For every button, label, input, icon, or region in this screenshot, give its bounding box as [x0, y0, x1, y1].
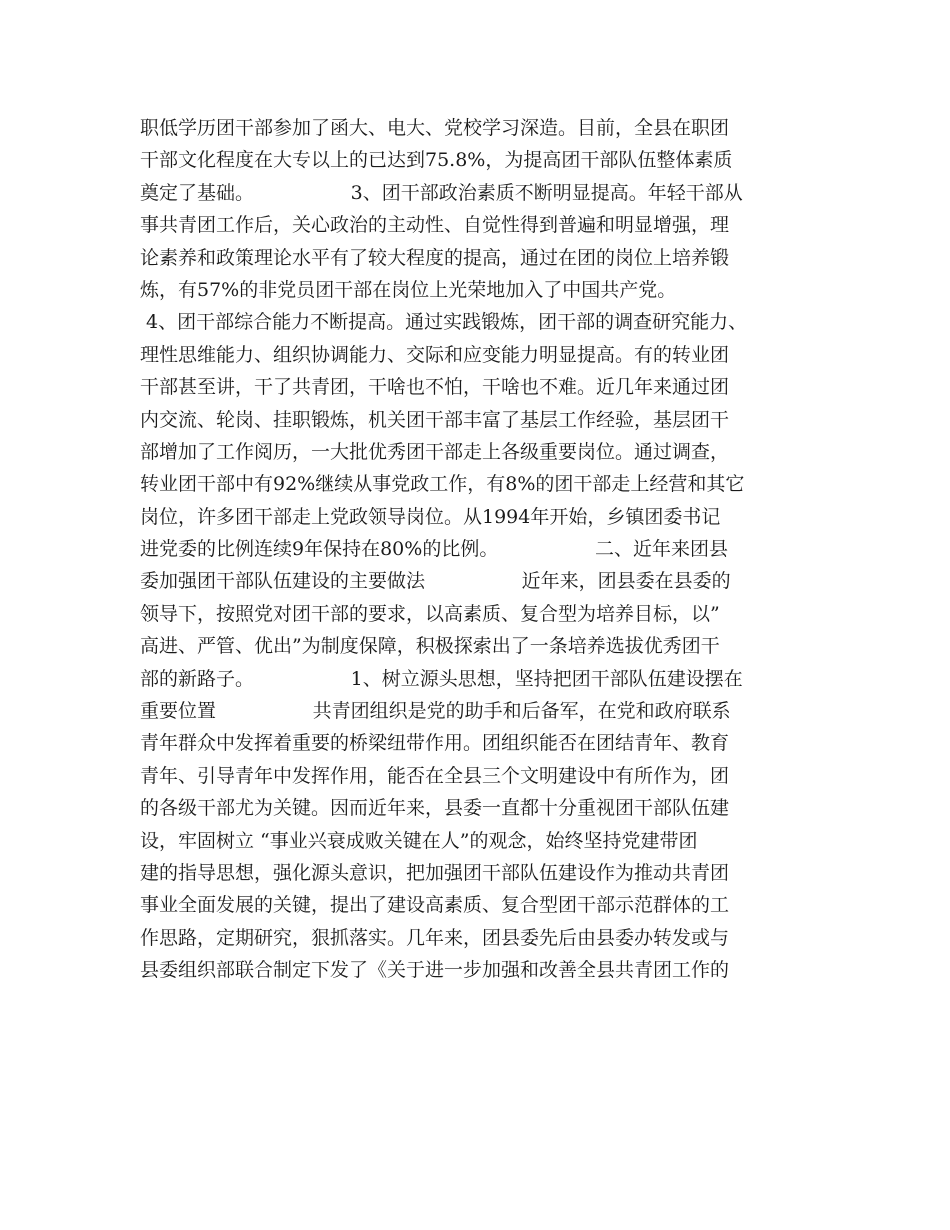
- text-line: 进党委的比例连续9年保持在80%的比例。 二、近年来团县: [140, 538, 728, 561]
- text-line: 事业全面发展的关键，提出了建设高素质、复合型团干部示范群体的工: [140, 894, 730, 917]
- text-line: 重要位置 共青团组织是党的助手和后备军，在党和政府联系: [140, 700, 731, 723]
- text-line: 理性思维能力、组织协调能力、交际和应变能力明显提高。有的转业团: [140, 343, 730, 366]
- text-line: 转业团干部中有92%继续从事党政工作，有8%的团干部走上经营和其它: [140, 473, 745, 496]
- text-line: 设，牢固树立 “事业兴衰成败关键在人”的观念，始终坚持党建带团: [140, 829, 698, 852]
- text-line: 县委组织部联合制定下发了《关于进一步加强和改善全县共青团工作的: [140, 959, 730, 982]
- text-line: 奠定了基础。 3、团干部政治素质不断明显提高。年轻干部从: [140, 181, 743, 204]
- text-line: 干部文化程度在大专以上的已达到75.8%，为提高团干部队伍整体素质: [140, 149, 733, 172]
- document-body: [140, 112, 840, 987]
- text-line: 高进、严管、优出”为制度保障，积极探索出了一条培养选拔优秀团干: [140, 635, 720, 658]
- text-line: 委加强团干部队伍建设的主要做法 近年来，团县委在县委的: [140, 570, 731, 593]
- text-line: 炼，有57%的非党员团干部在岗位上光荣地加入了中国共产党。: [140, 278, 677, 301]
- text-line: 领导下，按照党对团干部的要求，以高素质、复合型为培养目标，以”: [140, 602, 720, 625]
- text-line: 青年群众中发挥着重要的桥梁纽带作用。团组织能否在团结青年、教育: [140, 732, 730, 755]
- text-line: 建的指导思想，强化源头意识，把加强团干部队伍建设作为推动共青团: [140, 861, 730, 884]
- text-line: 青年、引导青年中发挥作用，能否在全县三个文明建设中有所作为，团: [140, 764, 730, 787]
- text-line: 4、团干部综合能力不断提高。通过实践锻炼，团干部的调查研究能力、: [140, 311, 748, 334]
- text-line: 干部甚至讲，干了共青团，干啥也不怕，干啥也不难。近几年来通过团: [140, 376, 730, 399]
- text-line: 岗位，许多团干部走上党政领导岗位。从1994年开始，乡镇团委书记: [140, 505, 721, 528]
- text-line: 论素养和政策理论水平有了较大程度的提高，通过在团的岗位上培养锻: [140, 246, 730, 269]
- text-line: 作思路，定期研究，狠抓落实。几年来，团县委先后由县委办转发或与: [140, 926, 730, 949]
- text-line: 部增加了工作阅历，一大批优秀团干部走上各级重要岗位。通过调查，: [140, 440, 730, 463]
- text-line: 内交流、轮岗、挂职锻炼，机关团干部丰富了基层工作经验，基层团干: [140, 408, 730, 431]
- text-line: 的各级干部尤为关键。因而近年来，县委一直都十分重视团干部队伍建: [140, 797, 730, 820]
- text-line: 事共青团工作后，关心政治的主动性、自觉性得到普遍和明显增强，理: [140, 214, 730, 237]
- text-line: 职低学历团干部参加了函大、电大、党校学习深造。目前，全县在职团: [140, 117, 730, 139]
- text-line: 部的新路子。 1、树立源头思想，坚持把团干部队伍建设摆在: [140, 667, 743, 690]
